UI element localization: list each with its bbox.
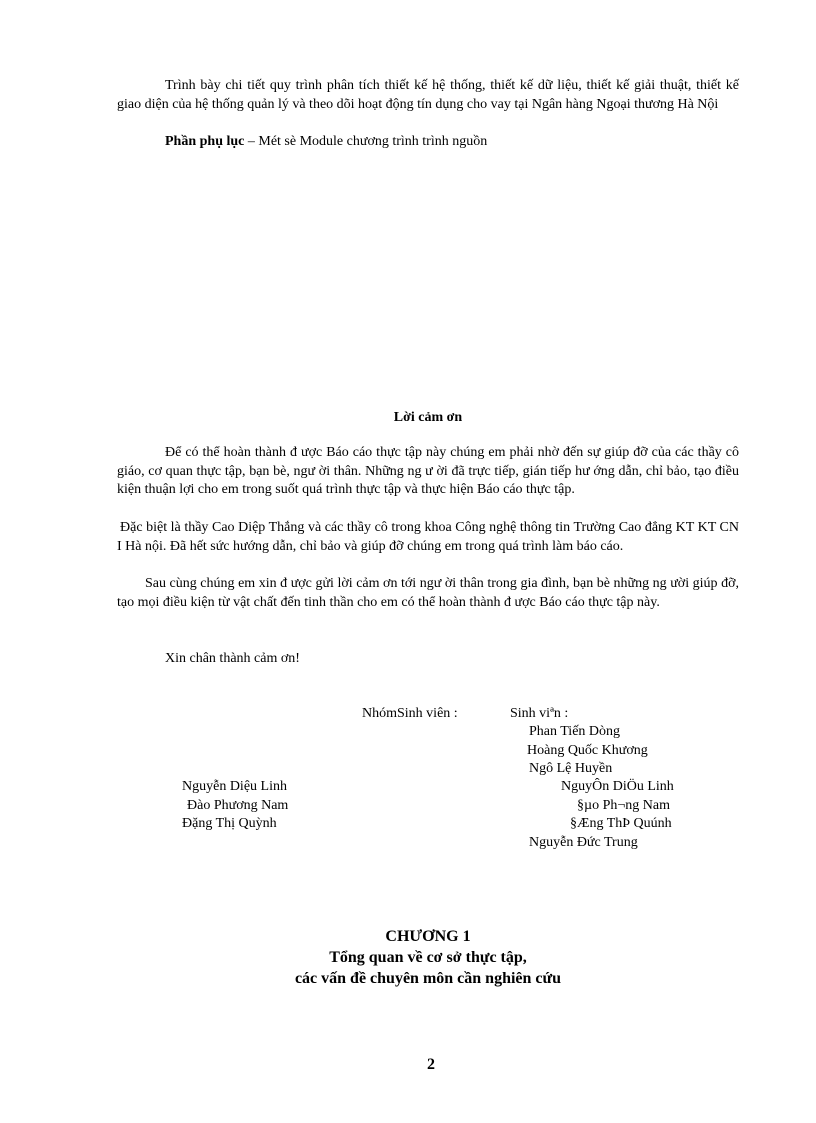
appendix-line (165, 133, 487, 151)
appendix-label: Phần phụ lục (165, 134, 245, 149)
student-name: §Æng ThÞ Quúnh (570, 816, 672, 831)
group-label: NhómSinh viên : (362, 706, 458, 721)
student-name: NguyÔn DiÖu Linh (561, 779, 674, 794)
group-member-name: Đặng Thị Quỳnh (182, 816, 277, 831)
group-member-name: Nguyễn Diệu Linh (182, 779, 287, 794)
thanks-paragraph-3: Sau cùng chúng em xin đ ược gửi lời cảm ơn tới ngư ời thân trong gia đình, bạn bè những ng ười giúp đỡ, tạo mọi điều kiện từ vật chất đến tinh thần cho em có thể hoàn thành đ ược Báo cáo thực tập này. (117, 576, 739, 610)
chapter-title-line-2: các vấn đề chuyên môn cần nghiên cứu (294, 970, 562, 987)
student-name: Ngô Lệ Huyền (529, 761, 613, 776)
page-number: 2 (427, 1056, 435, 1073)
thanks-title: Lời cảm ơn (393, 410, 463, 425)
student-name: Hoàng Quốc Khương (527, 743, 648, 758)
group-member-name: Đào Phương Nam (187, 798, 289, 813)
thanks-paragraph-2: Đặc biệt là thầy Cao Diệp Thắng và các thầy cô trong khoa Công nghệ thông tin Trường Cao đẳng KT KT CN I Hà nội. Đã hết sức hướng dẫn, chỉ bảo và giúp đỡ chúng em trong quá trình làm báo cáo. (117, 520, 739, 554)
intro-paragraph: Trình bày chi tiết quy trình phân tích thiết kế hệ thống, thiết kế dữ liệu, thiết kế giải thuật, thiết kế giao diện của hệ thống quản lý và theo dõi hoạt động tín dụng cho vay tại Ngân hàng Ngoại thương Hà Nội (117, 78, 739, 112)
closing-line: Xin chân thành cảm ơn! (165, 651, 300, 666)
student-name: Nguyễn Đức Trung (529, 835, 638, 850)
chapter-title-line-1: Tổng quan về cơ sở thực tập, (329, 949, 527, 966)
thanks-paragraph-1: Để có thể hoàn thành đ ược Báo cáo thực tập này chúng em phải nhờ đến sự giúp đỡ của các thầy cô giáo, cơ quan thực tập, bạn bè, ngư ời thân. Những ng ư ời đã trực tiếp, gián tiếp hư ớng dẫn, chỉ bảo, tạo điều kiện thuận lợi cho em trong suốt quá trình thực tập và thực hiện Báo cáo thực tập. (117, 445, 739, 497)
student-name: Phan Tiến Dòng (529, 724, 621, 739)
students-label: Sinh viªn : (510, 706, 569, 721)
chapter-number: CHƯƠNG 1 (385, 928, 471, 945)
student-name: §µo Ph¬ng Nam (577, 798, 670, 813)
appendix-text: – Mét sè Module chương trình trình nguồn (244, 134, 488, 149)
